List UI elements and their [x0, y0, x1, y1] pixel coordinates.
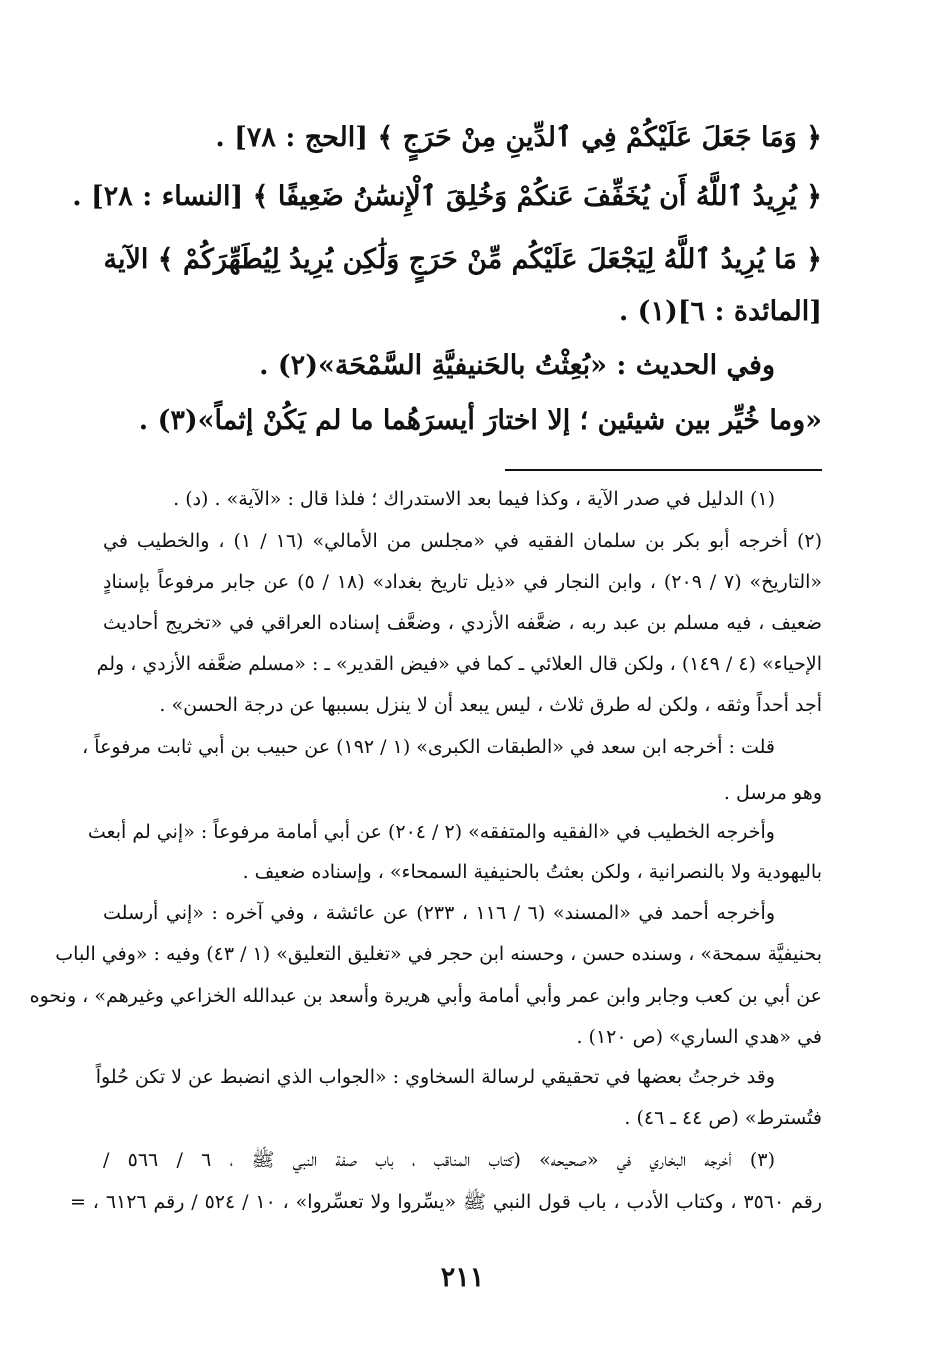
footnote-line: باليهودية ولا بالنصرانية ، ولكن بعثتُ بالحنيفية السمحاء» ، وإسناده ضعيف . [242, 861, 822, 883]
footnote-line: وقد خرجتُ بعضها في تحقيقي لرسالة السخاوي : «الجواب الذي انضبط عن لا تكن حُلواً [95, 1066, 775, 1088]
footnote-line: في «هدي الساري» (ص ١٢٠) . [576, 1026, 822, 1048]
footnote-line: فتُسترط» (ص ٤٤ ـ ٤٦) . [624, 1107, 822, 1129]
footnote-line: أجد أحداً وثقه ، ولكن له طرق ثلاث ، ليس يبعد أن لا ينزل بسببها عن درجة الحسن» . [159, 694, 822, 716]
footnote-line: ضعيف ، فيه مسلم بن عبد ربه ، ضعَّفه الأزدي ، وضعَّف إسناده العراقي في «تخريج أحاديث [103, 612, 822, 634]
footnote-line: رقم ٣٥٦٠ ، وكتاب الأدب ، باب قول النبي ﷺ «يسِّروا ولا تعسِّروا» ، ١٠ / ٥٢٤ / رقم ٦١٢٦ ، = [70, 1191, 822, 1213]
quran-verse-nisa: ﴿ يُرِيدُ ٱللَّهُ أَن يُخَفِّفَ عَنكُمْ وَخُلِقَ ٱلْإِنسَٰنُ ضَعِيفًا ﴾ [النساء : ٢٨] . [72, 181, 822, 212]
footnote-divider [505, 469, 822, 471]
hadith-line-1: وفي الحديث : «بُعِثْتُ بالحَنيفيَّةِ السَّمْحَة»(٢) . [259, 350, 775, 381]
footnote-line: الإحياء» (٤ / ١٤٩) ، ولكن قال العلائي ـ كما في «فيض القدير» ـ : «مسلم ضعَّفه الأزدي ، ولم [96, 653, 822, 675]
footnote-line: «التاريخ» (٧ / ٢٠٩) ، وابن النجار في «ذيل تاريخ بغداد» (١٨ / ٥) عن جابر مرفوعاً بإسنادٍ [103, 571, 823, 593]
page-number: ٢١١ [440, 1262, 485, 1293]
quran-verse-reference: [المائدة : ٦](١) . [618, 296, 822, 327]
footnote-line: (١) الدليل في صدر الآية ، وكذا فيما بعد الاستدراك ؛ فلذا قال : «الآية» . (د) . [173, 488, 775, 510]
footnote-line: وهو مرسل . [723, 782, 822, 804]
footnote-line: (٢) أخرجه أبو بكر بن سلمان الفقيه في «مجلس من الأمالي» (١٦ / ١) ، والخطيب في [103, 530, 822, 552]
quran-verse-hajj: ﴿ وَمَا جَعَلَ عَلَيْكُمْ فِي ٱلدِّينِ مِنْ حَرَجٍ ﴾ [الحج : ٧٨] . [215, 122, 822, 153]
footnote-line: وأخرجه أحمد في «المسند» (٦ / ١١٦ ، ٢٣٣) عن عائشة ، وفي آخره : «إني أرسلت [103, 902, 775, 924]
footnote-line: (٣) أخرجه البخاري في «صحيحه» (كتاب المناقب ، باب صفة النبي ﷺ ، ٦ / ٥٦٦ / [103, 1149, 775, 1171]
footnote-line: وأخرجه الخطيب في «الفقيه والمتفقه» (٢ / ٢٠٤) عن أبي أمامة مرفوعاً : «إني لم أبعث [87, 821, 775, 843]
footnote-line: قلت : أخرجه ابن سعد في «الطبقات الكبرى» (١ / ١٩٢) عن حبيب بن أبي ثابت مرفوعاً ، [82, 736, 775, 758]
footnote-line: بحنيفيَّة سمحة» ، وسنده حسن ، وحسنه ابن حجر في «تغليق التعليق» (١ / ٤٣) وفيه : «وفي الباب [55, 943, 822, 965]
hadith-line-2: «وما خُيِّر بين شيئين ؛ إلا اختارَ أيسرَهُما ما لم يَكُنْ إثماً»(٣) . [138, 405, 822, 436]
quran-verse-maidah: ﴿ مَا يُرِيدُ ٱللَّهُ لِيَجْعَلَ عَلَيْكُم مِّنْ حَرَجٍ وَلَٰكِن يُرِيدُ لِيُطَهِّرَكُمْ ﴾ الآية [103, 244, 822, 275]
footnote-line: عن أبي بن كعب وجابر وابن عمر وأبي أمامة وأبي هريرة وأسعد بن عبدالله الخزاعي وغيرهم» ، ونحوه [29, 985, 822, 1007]
